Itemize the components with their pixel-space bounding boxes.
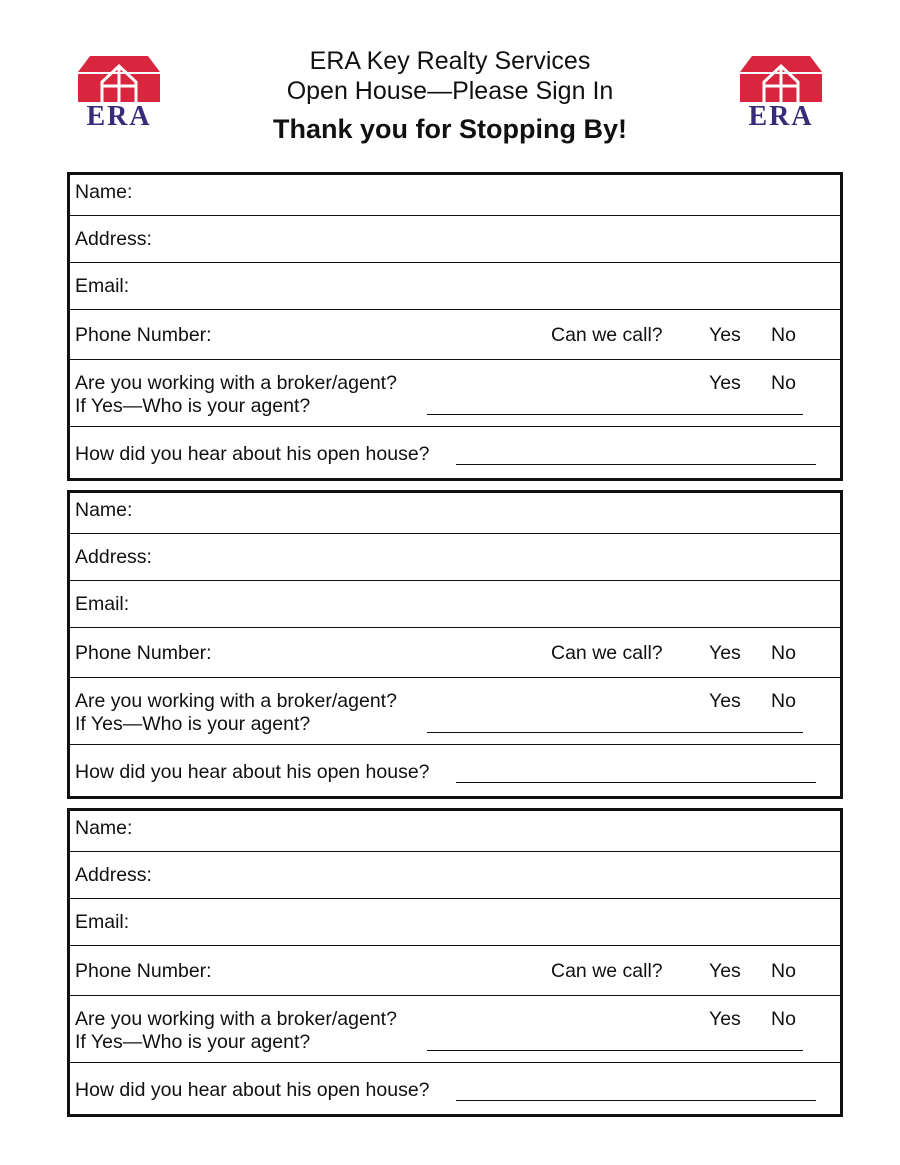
address-row[interactable] [70,534,840,581]
agent-question: Are you working with a broker/agent? [75,372,397,394]
sign-in-block-3 [67,808,843,1117]
era-logo-text: ERA [748,101,814,132]
email-row[interactable] [70,581,840,628]
phone-label: Phone Number: [75,324,212,346]
agent-name-field[interactable] [427,414,803,415]
agent-question: Are you working with a broker/agent? [75,1008,397,1030]
company-name: ERA Key Realty Services [309,47,591,75]
name-label: Name: [75,817,133,839]
hear-question: How did you hear about his open house? [75,443,430,465]
house-roof-icon [78,54,160,102]
email-label: Email: [75,911,130,933]
agent-row [70,360,840,427]
call-yes-option[interactable]: Yes [709,324,741,346]
email-label: Email: [75,275,130,297]
agent-yes-option[interactable]: Yes [709,372,741,394]
name-row[interactable] [70,493,840,534]
address-row[interactable] [70,852,840,899]
hear-row [70,427,840,478]
call-yes-option[interactable]: Yes [709,960,741,982]
agent-no-option[interactable]: No [771,690,796,712]
phone-label: Phone Number: [75,642,212,664]
call-no-option[interactable]: No [771,960,796,982]
call-yes-option[interactable]: Yes [709,642,741,664]
hear-question: How did you hear about his open house? [75,1079,430,1101]
hear-question: How did you hear about his open house? [75,761,430,783]
address-label: Address: [75,228,152,250]
name-label: Name: [75,499,133,521]
era-logo-left [78,54,160,132]
email-row[interactable] [70,263,840,310]
call-no-option[interactable]: No [771,324,796,346]
agent-followup: If Yes—Who is your agent? [75,395,311,417]
sign-in-block-1 [67,172,843,481]
hear-answer-field[interactable] [456,1100,816,1101]
phone-row[interactable] [70,310,840,360]
name-row[interactable] [70,811,840,852]
name-row[interactable] [70,175,840,216]
hear-answer-field[interactable] [456,782,816,783]
agent-name-field[interactable] [427,732,803,733]
can-call-label: Can we call? [551,324,663,346]
email-label: Email: [75,593,130,615]
agent-followup: If Yes—Who is your agent? [75,1031,311,1053]
address-label: Address: [75,864,152,886]
call-no-option[interactable]: No [771,642,796,664]
agent-yes-option[interactable]: Yes [709,690,741,712]
agent-followup: If Yes—Who is your agent? [75,713,311,735]
phone-row[interactable] [70,628,840,678]
email-row[interactable] [70,899,840,946]
agent-yes-option[interactable]: Yes [709,1008,741,1030]
agent-row [70,996,840,1063]
hear-answer-field[interactable] [456,464,816,465]
can-call-label: Can we call? [551,960,663,982]
address-label: Address: [75,546,152,568]
page-title: Thank you for Stopping By! [273,114,627,144]
hear-row [70,745,840,796]
agent-no-option[interactable]: No [771,1008,796,1030]
name-label: Name: [75,181,133,203]
agent-no-option[interactable]: No [771,372,796,394]
hear-row [70,1063,840,1114]
agent-name-field[interactable] [427,1050,803,1051]
phone-row[interactable] [70,946,840,996]
era-logo-right [740,54,822,132]
era-logo-text: ERA [86,101,152,132]
house-roof-icon [740,54,822,102]
phone-label: Phone Number: [75,960,212,982]
can-call-label: Can we call? [551,642,663,664]
page-subtitle: Open House—Please Sign In [286,77,614,105]
agent-question: Are you working with a broker/agent? [75,690,397,712]
sign-in-block-2 [67,490,843,799]
address-row[interactable] [70,216,840,263]
agent-row [70,678,840,745]
